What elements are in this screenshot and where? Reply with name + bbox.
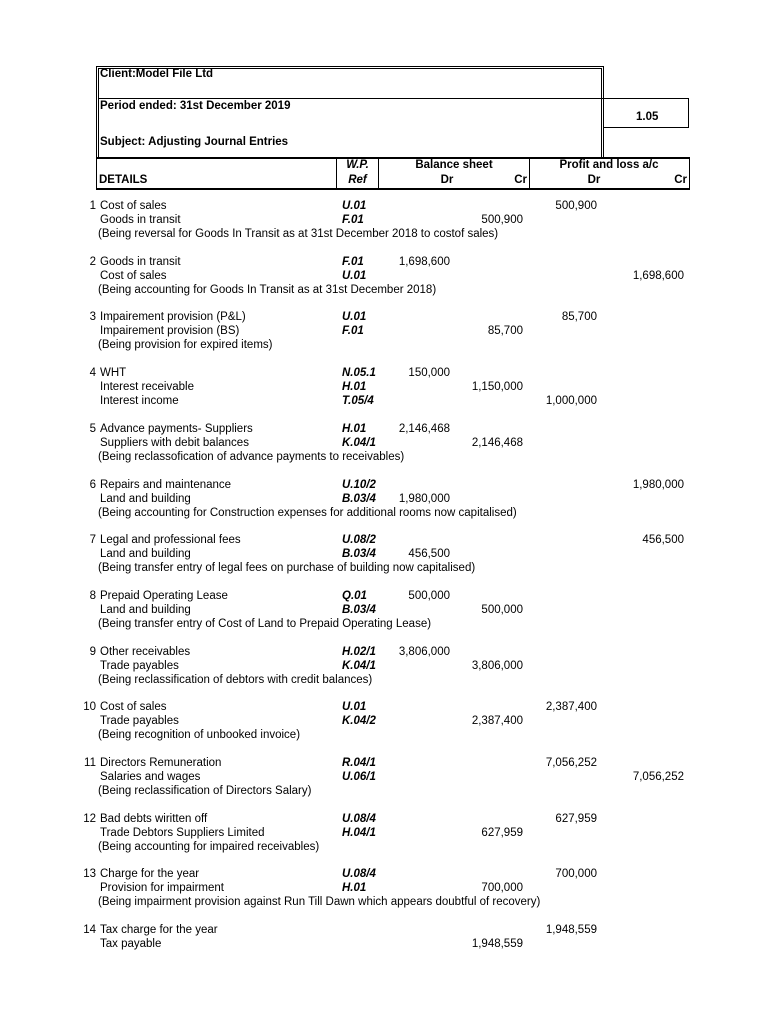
line-wp-ref: U.01 [342, 200, 367, 212]
header-box-left [96, 66, 97, 190]
narration: (Being reclassofication of advance payments to receivables) [98, 450, 405, 463]
line-wp-ref: B.03/4 [342, 603, 376, 616]
journal-line [0, 533, 768, 547]
journal-line [0, 422, 768, 436]
entry-number: 13 [83, 868, 96, 881]
narration: (Being recognition of unbooked invoice) [98, 729, 301, 742]
journal-line [0, 937, 768, 951]
narration-line [0, 840, 768, 854]
journal-line [0, 867, 768, 881]
journal-line [0, 659, 768, 673]
entry-number: 3 [89, 311, 96, 324]
line-detail: Cost of sales [100, 701, 167, 714]
line-detail: Impairement provision (P&L) [100, 311, 246, 324]
pl-debit: 700,000 [555, 868, 597, 881]
line-wp-ref: K.04/1 [342, 659, 376, 672]
line-detail: Advance payments- Suppliers [100, 422, 253, 435]
pl-credit: 1,698,600 [632, 269, 684, 282]
line-wp-ref: U.10/2 [342, 478, 376, 491]
bs-credit: 85,700 [487, 325, 523, 338]
pl-credit: 7,056,252 [632, 771, 684, 783]
journal-line [0, 324, 768, 338]
line-detail: Trade payables [100, 715, 179, 728]
line-wp-ref: H.01 [342, 882, 367, 895]
line-detail: Cost of sales [100, 200, 167, 212]
bs-credit: 1,150,000 [471, 381, 523, 394]
line-detail: Interest receivable [100, 381, 194, 394]
line-detail: Repairs and maintenance [100, 478, 232, 491]
narration: (Being accounting for Construction expenses for additional rooms now capitalised) [98, 506, 517, 519]
line-detail: Cost of sales [100, 269, 167, 282]
line-wp-ref: B.03/4 [342, 492, 376, 505]
line-wp-ref: U.08/4 [342, 868, 376, 881]
line-detail: Land and building [100, 492, 191, 505]
journal-line [0, 366, 768, 380]
entry-number: 5 [89, 422, 96, 435]
journal-line [0, 394, 768, 408]
narration-line [0, 283, 768, 297]
narration-line [0, 617, 768, 631]
journal-line [0, 812, 768, 826]
line-wp-ref: F.01 [342, 214, 364, 226]
narration: (Being accounting for impaired receivables) [98, 840, 320, 853]
bs-credit: 2,387,400 [471, 715, 523, 728]
line-wp-ref: U.01 [342, 701, 367, 714]
journal-line [0, 310, 768, 324]
line-wp-ref: H.02/1 [342, 645, 376, 658]
bs-debit: 2,146,468 [398, 422, 450, 435]
entry-number: 9 [89, 645, 96, 658]
line-detail: Interest income [100, 395, 179, 408]
pl-debit: 1,948,559 [545, 924, 597, 937]
entry-number: 6 [89, 478, 96, 491]
profit-loss-header: Profit and loss a/c [559, 159, 659, 171]
ref-box-right [688, 98, 689, 128]
bs-credit: 627,959 [481, 826, 523, 839]
narration: (Being reversal for Goods In Transit as at 31st December 2018 to costof sales) [98, 228, 499, 240]
line-detail: WHT [100, 367, 127, 380]
header-box-right-inner [601, 68, 602, 158]
journal-line [0, 589, 768, 603]
journal-line [0, 478, 768, 492]
line-detail: Tax charge for the year [100, 924, 218, 937]
narration-line [0, 895, 768, 909]
entry-number: 10 [83, 701, 96, 714]
ref-header: Ref [348, 174, 367, 186]
line-detail: Other receivables [100, 645, 191, 658]
balance-sheet-header: Balance sheet [415, 159, 493, 171]
line-wp-ref: T.05/4 [342, 395, 374, 408]
journal-line [0, 645, 768, 659]
bs-debit: 456,500 [408, 548, 450, 561]
line-detail: Trade Debtors Suppliers Limited [100, 826, 265, 839]
journal-line [0, 380, 768, 394]
line-detail: Impairement provision (BS) [100, 325, 240, 338]
narration: (Being provision for expired items) [98, 339, 273, 352]
bs-debit: 150,000 [408, 367, 450, 380]
line-detail: Prepaid Operating Lease [100, 589, 228, 602]
entry-number: 8 [89, 589, 96, 602]
line-detail: Bad debts wiritten off [100, 812, 208, 825]
line-wp-ref: U.08/2 [342, 534, 376, 547]
pl-credit: 456,500 [642, 534, 684, 547]
line-wp-ref: F.01 [342, 255, 364, 268]
period-label: Period ended: 31st December 2019 [100, 100, 291, 112]
journal-line [0, 826, 768, 840]
columns-bottom [96, 188, 690, 190]
narration: (Being accounting for Goods In Transit as at 31st December 2018) [98, 283, 437, 296]
bs-debit: 500,000 [408, 589, 450, 602]
journal-line [0, 756, 768, 770]
line-wp-ref: H.01 [342, 422, 367, 435]
narration-line [0, 338, 768, 352]
subject-label: Subject: Adjusting Journal Entries [100, 136, 289, 148]
narration: (Being impairment provision against Run Till Dawn which appears doubtful of recovery) [98, 896, 541, 909]
bs-debit: 1,698,600 [398, 255, 450, 268]
bs-credit: 700,000 [481, 882, 523, 895]
bs-dr-header: Dr [440, 174, 454, 186]
line-detail: Land and building [100, 548, 191, 561]
line-wp-ref: H.01 [342, 381, 367, 394]
line-detail: Provision for impairment [100, 882, 224, 895]
bs-credit: 500,000 [481, 603, 523, 616]
entry-number: 14 [83, 924, 96, 937]
narration: (Being transfer entry of Cost of Land to Prepaid Operating Lease) [98, 617, 432, 630]
line-wp-ref: U.01 [342, 269, 367, 282]
line-detail: Land and building [100, 603, 191, 616]
narration: (Being reclassification of Directors Salary) [98, 785, 312, 797]
line-detail: Salaries and wages [100, 771, 201, 783]
header-box-left-inner [98, 68, 99, 158]
details-header: DETAILS [99, 174, 148, 186]
journal-line [0, 770, 768, 784]
entry-number: 1 [89, 200, 96, 212]
pl-debit: 1,000,000 [545, 395, 597, 408]
line-wp-ref: B.03/4 [342, 548, 376, 561]
journal-line [0, 492, 768, 506]
divider-subject [604, 127, 688, 128]
columns-right [689, 157, 690, 190]
journal-line [0, 255, 768, 269]
journal-line [0, 881, 768, 895]
line-wp-ref: R.04/1 [342, 757, 376, 769]
journal-line [0, 199, 768, 213]
line-wp-ref: U.08/4 [342, 812, 376, 825]
narration-line [0, 784, 768, 798]
reference-number: 1.05 [636, 111, 659, 123]
line-detail: Suppliers with debit balances [100, 436, 249, 449]
bs-credit: 1,948,559 [471, 938, 523, 951]
narration-line [0, 728, 768, 742]
journal-line [0, 923, 768, 937]
line-detail: Tax payable [100, 938, 162, 951]
journal-line [0, 700, 768, 714]
narration-line [0, 561, 768, 575]
wp-header: W.P. [346, 159, 369, 171]
header-box-right [603, 66, 604, 158]
entry-number: 2 [89, 255, 96, 268]
line-detail: Legal and professional fees [100, 534, 241, 547]
journal-line [0, 213, 768, 227]
line-detail: Goods in transit [100, 214, 181, 226]
narration-line [0, 673, 768, 687]
bs-debit: 3,806,000 [398, 645, 450, 658]
line-detail: Goods in transit [100, 255, 181, 268]
entry-number: 7 [89, 534, 96, 547]
line-detail: Charge for the year [100, 868, 200, 881]
pl-debit: 7,056,252 [545, 757, 597, 769]
journal-line [0, 603, 768, 617]
journal-line [0, 436, 768, 450]
entry-number: 4 [89, 367, 96, 380]
pl-credit: 1,980,000 [632, 478, 684, 491]
line-wp-ref: N.05.1 [342, 367, 376, 380]
pl-debit: 2,387,400 [545, 701, 597, 714]
entry-number: 11 [84, 757, 96, 769]
line-detail: Trade payables [100, 659, 179, 672]
pl-debit: 627,959 [555, 812, 597, 825]
pl-cr-header: Cr [674, 174, 687, 186]
line-detail: Directors Remuneration [100, 757, 222, 769]
narration-line [0, 450, 768, 464]
journal-line [0, 547, 768, 561]
line-wp-ref: U.01 [342, 311, 367, 324]
pl-debit: 500,900 [555, 200, 597, 212]
client-label: Client:Model File Ltd [100, 68, 214, 80]
entry-number: 12 [83, 812, 96, 825]
narration: (Being reclassification of debtors with credit balances) [98, 673, 373, 686]
narration: (Being transfer entry of legal fees on purchase of building now capitalised) [98, 562, 476, 575]
pl-dr-header: Dr [587, 174, 601, 186]
line-wp-ref: K.04/1 [342, 436, 376, 449]
line-wp-ref: K.04/2 [342, 715, 376, 728]
line-wp-ref: F.01 [342, 325, 364, 338]
line-wp-ref: Q.01 [342, 589, 367, 602]
journal-line [0, 714, 768, 728]
bs-credit: 3,806,000 [471, 659, 523, 672]
pl-debit: 85,700 [561, 311, 597, 324]
journal-line [0, 269, 768, 283]
bs-credit: 500,900 [481, 214, 523, 226]
bs-debit: 1,980,000 [398, 492, 450, 505]
bs-credit: 2,146,468 [471, 436, 523, 449]
narration-line [0, 227, 768, 241]
bs-cr-header: Cr [514, 174, 527, 186]
narration-line [0, 506, 768, 520]
line-wp-ref: H.04/1 [342, 826, 376, 839]
line-wp-ref: U.06/1 [342, 771, 376, 783]
